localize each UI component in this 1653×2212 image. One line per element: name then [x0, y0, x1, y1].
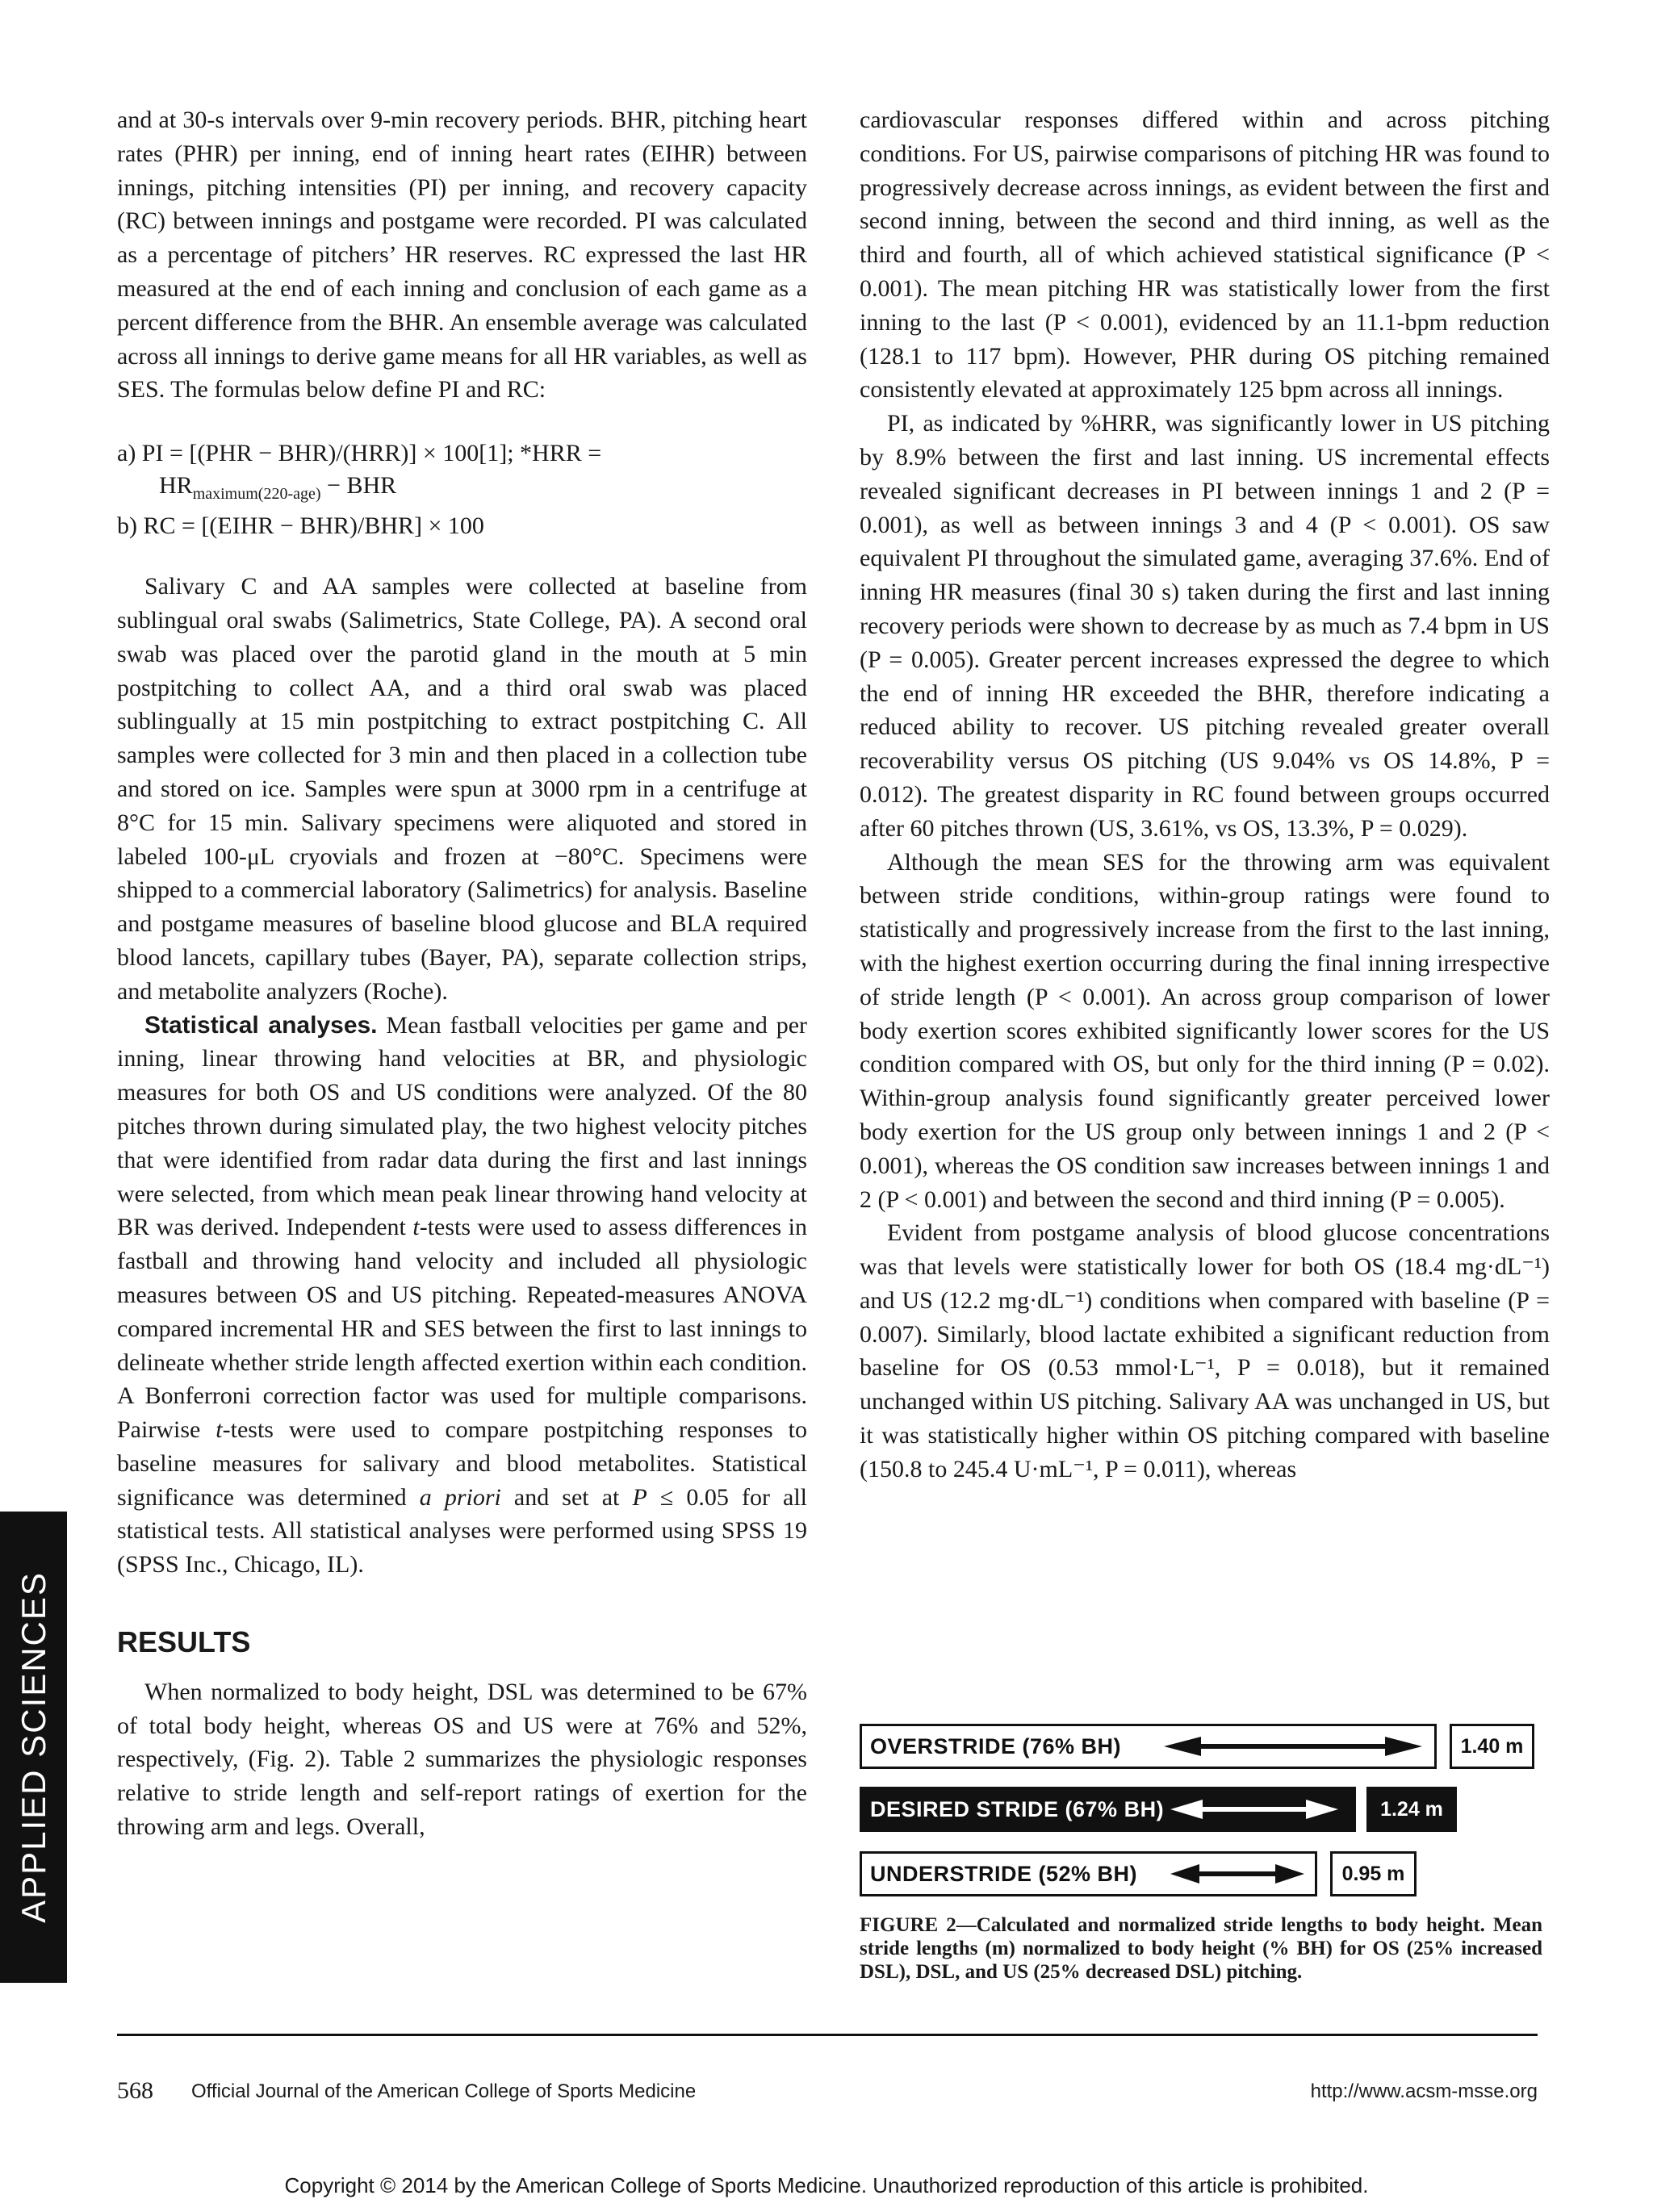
footer-divider	[117, 2034, 1538, 2036]
paragraph-results: When normalized to body height, DSL was determined to be 67% of total body height, whereas OS and US were at 76% and 52%, respectively, (Fig. 2). Table 2 summarizes the physiologic responses relative to stride length and self-report ratings of exertion for the throwing arm and legs. Overall,	[117, 1678, 807, 1841]
formulas	[117, 437, 807, 542]
paragraph-ses: Although the mean SES for the throwing arm was equivalent between stride conditions, within-group ratings were found to statistically and progressively increase from the first to the last inning, with the highest exertion occurring during the final inning irrespective of stride length (P < 0.001). An across group comparison of lower body exertion scores exhibited significantly lower scores for the US condition compared with OS, but only for the third inning (P = 0.02). Within-group analysis found significantly greater perceived lower body exertion for the US group only between innings 1 and 2 (P < 0.001), whereas the OS condition saw increases between innings 1 and 2 (P < 0.001) and between the second and third inning (P = 0.005).	[860, 848, 1550, 1213]
stride-label-understride: UNDERSTRIDE (52% BH)	[870, 1862, 1138, 1886]
double-arrow-icon	[1164, 1734, 1422, 1758]
stat-text-2: -tests were used to assess differences in fastball and throwing hand velocity and included all physiologic measures between OS and US pitching. Repeated-measures ANOVA compared incremental HR and SES between the first to last innings to delineate whether stride length affected exertion within each condition. A Bonferroni correction factor was used for multiple comparisons. Pairwise	[117, 1214, 807, 1444]
paragraph-pi: PI, as indicated by %HRR, was significantly lower in US pitching by 8.9% between the first and last inning. US incremental effects revealed significant decreases in PI between innings 1 and 2 (P = 0.001), as well as between innings 3 and 4 (P < 0.001). OS saw equivalent PI throughout the simulated game, averaging 37.6%. End of inning HR measures (final 30 s) taken during the first and last inning recovery periods were shown to decrease by as much as 7.4 bpm in US (P = 0.005). Greater percent increases expressed the degree to which the end of inning HR exceeded the BHR, therefore indicating a reduced ability to recover. US pitching revealed greater overall recoverability versus OS pitching (US 9.04% vs OS 14.8%, P = 0.012). The greatest disparity in RC found between groups occurred after 60 pitches thrown (US, 3.61%, vs OS, 13.3%, P = 0.029).	[860, 410, 1550, 842]
stride-row-overstride	[860, 1724, 1542, 1769]
formula-rc: b) RC = [(EIHR − BHR)/BHR] × 100	[117, 512, 484, 540]
stride-bar-overstride	[860, 1724, 1437, 1769]
figure-2-caption: FIGURE 2—Calculated and normalized stride lengths to body height. Mean stride lengths (m) normalized to body height (% BH) for OS (25% increased DSL), DSL, and US (25% decreased DSL) pitching.	[860, 1914, 1542, 1983]
stride-row-desired	[860, 1787, 1542, 1832]
section-side-tab-label: APPLIED SCIENCES	[15, 1571, 52, 1923]
copyright-notice: Copyright © 2014 by the American College of Sports Medicine. Unauthorized reproduction of this article is prohibited.	[284, 2173, 1369, 2197]
formula-hr-subscript: maximum(220-age)	[192, 485, 321, 504]
stat-apriori-italic: a priori	[419, 1483, 501, 1511]
paragraph-methods-hr: and at 30-s intervals over 9-min recovery periods. BHR, pitching heart rates (PHR) per inning, end of inning heart rates (EIHR) between innings, pitching intensities (PI) per inning, and recovery capacity (RC) between innings and postgame were recorded. PI was calculated as a percentage of pitchers’ HR reserves. RC expressed the last HR measured at the end of each inning and conclusion of each game as a percent difference from the BHR. An ensemble average was calculated across all innings to derive game means for all HR variables, as well as SES. The formulas below define PI and RC:	[117, 107, 807, 404]
stride-value-desired: 1.24 m	[1366, 1787, 1457, 1832]
paragraph-statistics	[117, 1009, 807, 1583]
stride-label-desired: DESIRED STRIDE (67% BH)	[870, 1797, 1165, 1821]
double-arrow-icon	[1170, 1797, 1338, 1821]
formula-hrr	[117, 470, 807, 510]
right-column	[860, 103, 1550, 1487]
formula-hr-text: HR	[159, 472, 193, 500]
stat-text-1: Mean fastball velocities per game and per inning, linear throwing hand velocities at BR, and physiologic measures for both OS and US conditions were analyzed. Of the 80 pitches thrown during simulated play, the two highest velocity pitches that were identified from radar data during the first and last innings were selected, from which mean peak linear throwing hand velocity at BR was derived. Independent	[117, 1011, 807, 1241]
journal-url[interactable]: http://www.acsm-msse.org	[1310, 2080, 1538, 2102]
paragraph-blood-glucose: Evident from postgame analysis of blood glucose concentrations was that levels were statistically lower for both OS (18.4 mg·dL⁻¹) and US (12.2 mg·dL⁻¹) conditions when compared with baseline (P = 0.007). Similarly, blood lactate exhibited a significant reduction from baseline for OS (0.53 mmol·L⁻¹, P = 0.018), but it remained unchanged within US pitching. Salivary AA was unchanged in US, but it was statistically higher within OS pitching compared with baseline (150.8 to 245.4 U·mL⁻¹, P = 0.011), whereas	[860, 1219, 1550, 1482]
results-heading: RESULTS	[117, 1625, 251, 1659]
journal-name: Official Journal of the American College of Sports Medicine	[191, 2080, 697, 2102]
stat-text-4: and set at	[500, 1483, 633, 1511]
statistical-analyses-heading: Statistical analyses.	[144, 1011, 378, 1039]
page-number: 568	[117, 2077, 153, 2104]
stat-t2-italic: t	[216, 1416, 223, 1444]
stride-value-overstride: 1.40 m	[1450, 1724, 1534, 1769]
stride-value-understride: 0.95 m	[1330, 1851, 1417, 1896]
stat-text-3: -tests were used to compare postpitching responses to baseline measures for salivary and blood metabolites. Statistical significance was determined	[117, 1416, 807, 1511]
stride-label-overstride: OVERSTRIDE (76% BH)	[870, 1734, 1122, 1758]
stat-p-italic: P	[632, 1483, 647, 1511]
stride-bar-desired	[860, 1787, 1356, 1832]
double-arrow-icon	[1170, 1862, 1304, 1886]
paragraph-salivary: Salivary C and AA samples were collected at baseline from sublingual oral swabs (Salimetrics, State College, PA). A second oral swab was placed over the parotid gland in the mouth at 5 min postpitching to collect AA, and a third oral swab was placed sublingually at 15 min postpitching to extract postpitching C. All samples were collected for 3 min and then placed in a collection tube and stored on ice. Samples were spun at 3000 rpm in a centrifuge at 8°C for 15 min. Salivary specimens were aliquoted and stored in labeled 100-μL cryovials and frozen at −80°C. Specimens were shipped to a commercial laboratory (Salimetrics) for analysis. Baseline and postgame measures of baseline blood glucose and BLA required blood lancets, capillary tubes (Bayer, PA), separate collection strips, and metabolite analyzers (Roche).	[117, 573, 807, 1005]
formula-hr-end: − BHR	[320, 472, 397, 500]
stat-text-5: ≤ 0.05 for all statistical tests. All statistical analyses were performed using SPSS 19 (SPSS Inc., Chicago, IL).	[117, 1483, 807, 1579]
left-column	[117, 103, 807, 1844]
paragraph-cardiovascular: cardiovascular responses differed within and across pitching conditions. For US, pairwise comparisons of pitching HR was found to progressively decrease across innings, as evident between the first and second inning, between the second and third inning, as well as the third and fourth, all of which achieved statistical significance (P < 0.001). The mean pitching HR was statistically lower from the first inning to the last (P < 0.001), evidenced by an 11.1-bpm reduction (128.1 to 117 bpm). However, PHR during OS pitching remained consistently elevated at approximately 125 bpm across all innings.	[860, 107, 1550, 404]
stat-t-italic: t	[412, 1214, 420, 1241]
stride-bar-understride	[860, 1851, 1317, 1896]
formula-pi: a) PI = [(PHR − BHR)/(HRR)] × 100[1]; *HRR =	[117, 440, 602, 467]
stride-row-understride	[860, 1851, 1542, 1896]
